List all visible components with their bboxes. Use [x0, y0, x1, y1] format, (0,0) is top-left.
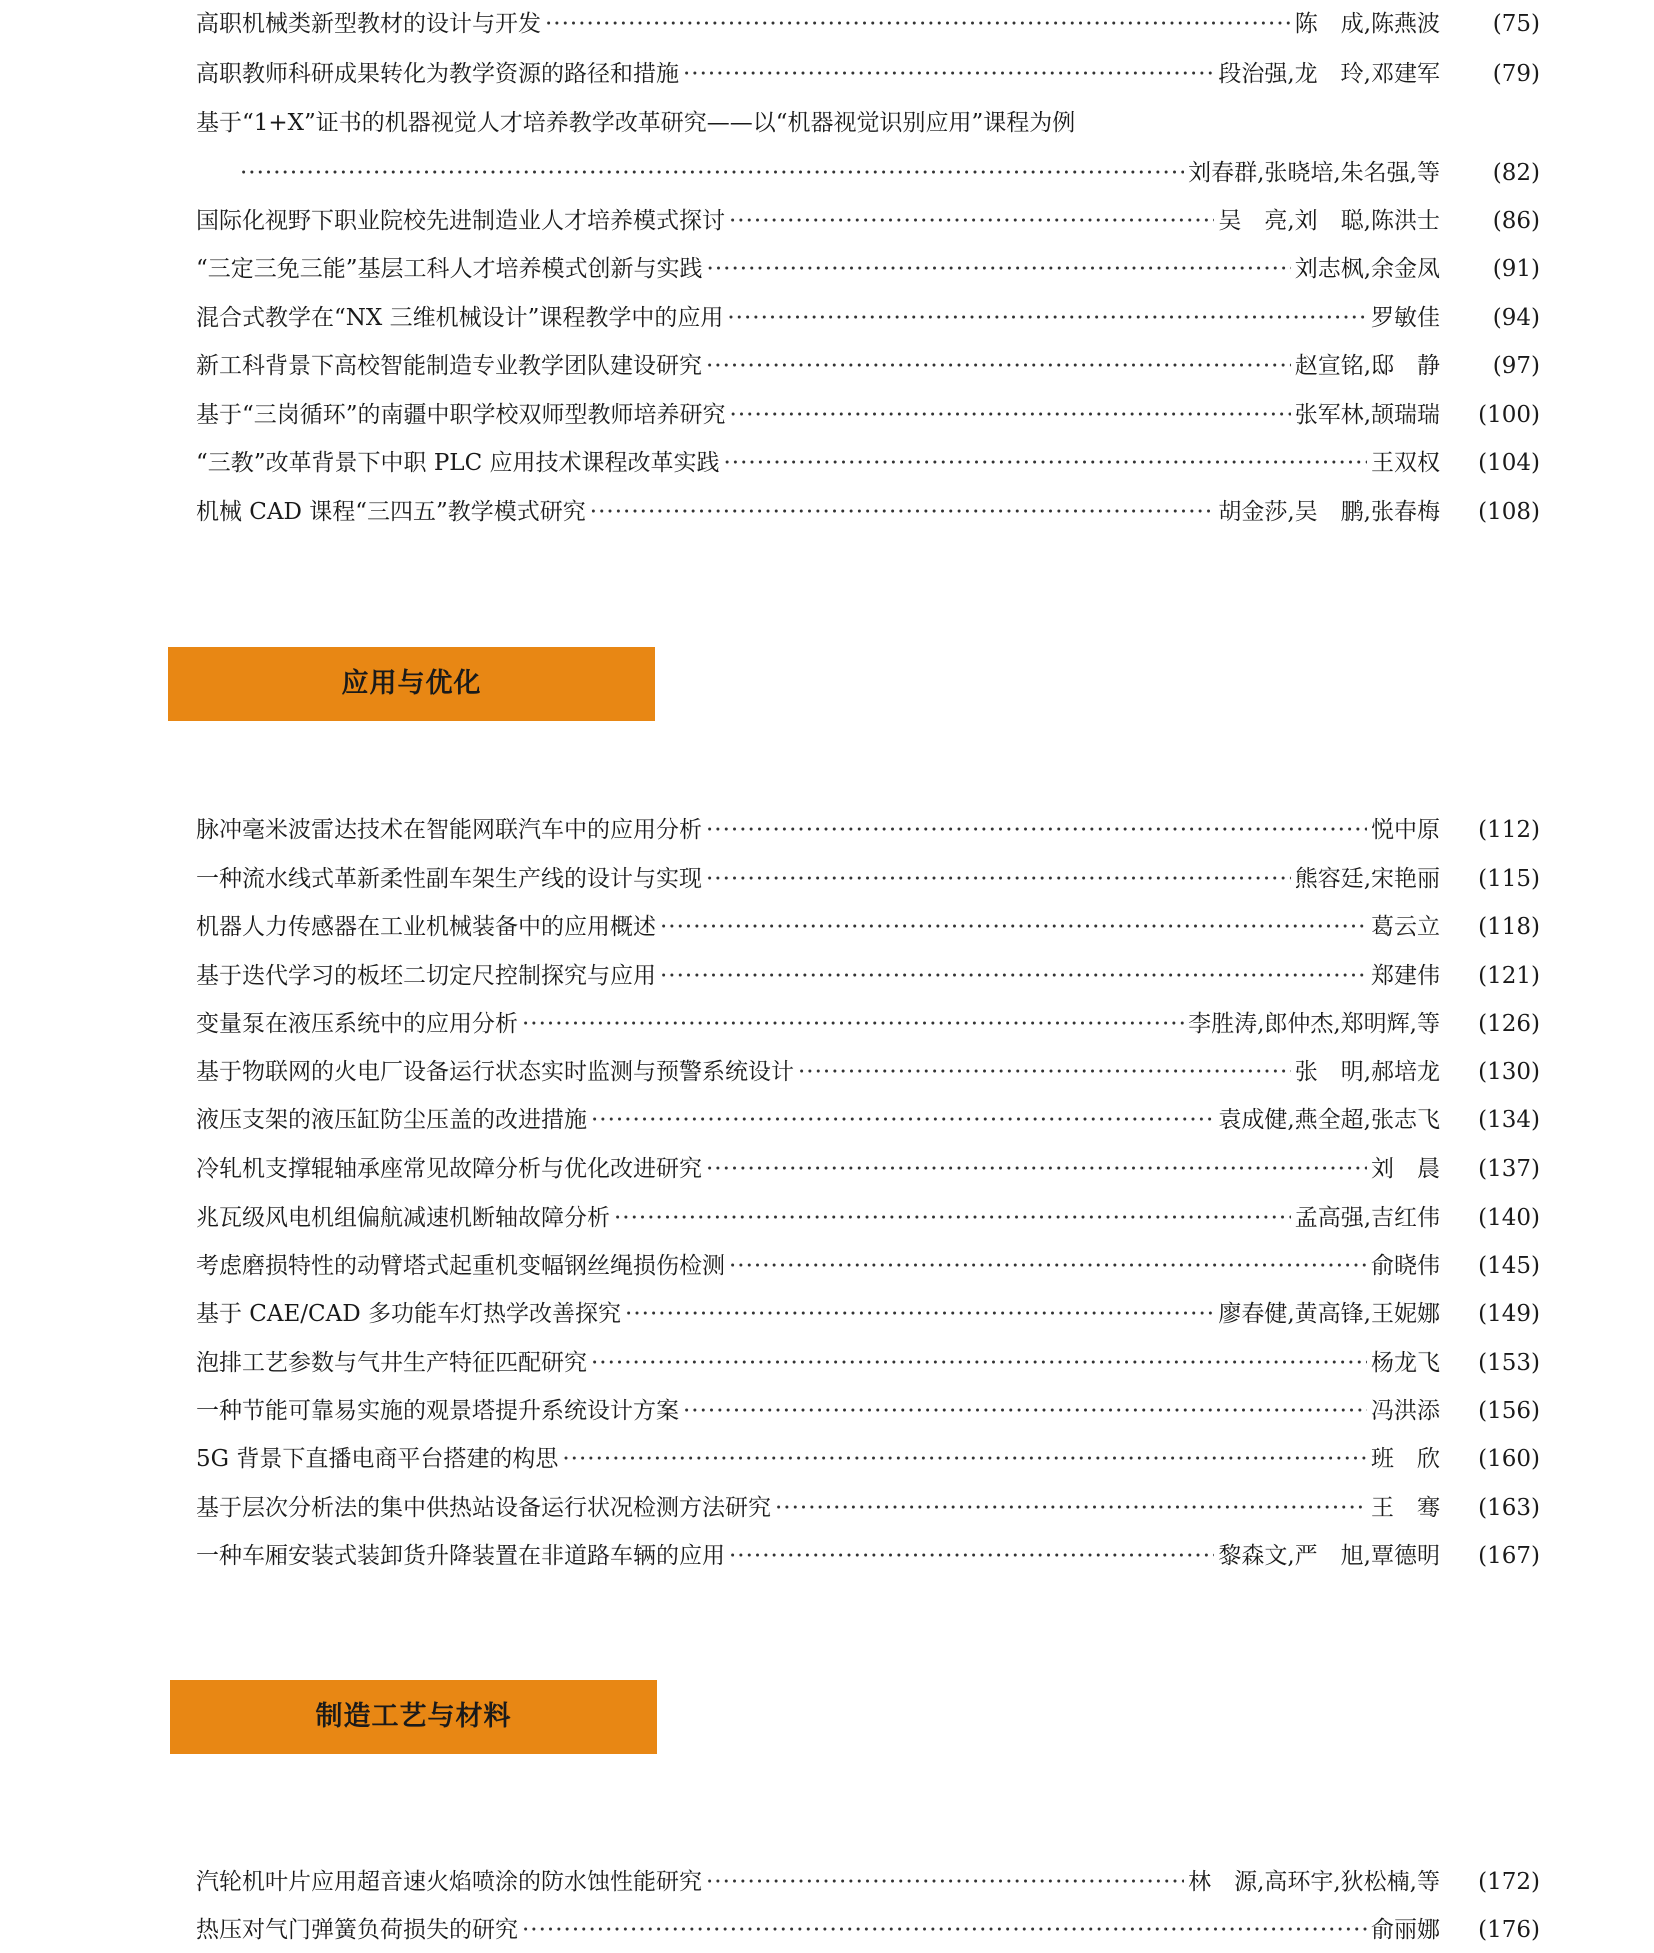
entry-authors: 孟高强,吉红伟 — [1294, 1205, 1440, 1231]
dot-leader — [522, 1002, 1184, 1046]
entry-title: 一种车厢安装式装卸货升降装置在非道路车辆的应用 — [196, 1543, 725, 1569]
dot-leader — [660, 905, 1367, 949]
entry-authors: 悦中原 — [1371, 817, 1440, 843]
entry-page: (118) — [1478, 914, 1540, 940]
entry-authors: 吴 亮,刘 聪,陈洪士 — [1218, 208, 1440, 234]
entry-title: 汽轮机叶片应用超音速火焰喷涂的防水蚀性能研究 — [196, 1869, 702, 1895]
dot-leader — [706, 344, 1291, 388]
toc-entry[interactable] — [196, 393, 1540, 437]
toc-entry-continuation[interactable] — [236, 151, 1540, 195]
entry-page: (112) — [1478, 817, 1540, 843]
toc-entry[interactable] — [196, 1486, 1540, 1530]
entry-authors: 林 源,高环宇,狄松楠,等 — [1188, 1869, 1440, 1895]
dot-leader — [591, 1098, 1214, 1142]
dot-leader — [625, 1292, 1214, 1336]
entry-title: 冷轧机支撑辊轴承座常见故障分析与优化改进研究 — [196, 1156, 702, 1182]
dot-leader — [660, 954, 1367, 998]
dot-leader — [683, 1389, 1367, 1433]
entry-title: 高职教师科研成果转化为教学资源的路径和措施 — [196, 61, 679, 87]
entry-page: (115) — [1478, 866, 1540, 892]
toc-entry[interactable] — [196, 1860, 1540, 1904]
toc-entry[interactable] — [196, 954, 1540, 998]
entry-authors: 罗敏佳 — [1371, 305, 1440, 331]
entry-authors: 郑建伟 — [1371, 963, 1440, 989]
dot-leader — [545, 2, 1291, 46]
entry-title: 国际化视野下职业院校先进制造业人才培养模式探讨 — [196, 208, 725, 234]
entry-page: (163) — [1478, 1495, 1540, 1521]
entry-title: 一种节能可靠易实施的观景塔提升系统设计方案 — [196, 1398, 679, 1424]
entry-authors: 班 欣 — [1371, 1446, 1440, 1472]
toc-entry[interactable] — [196, 1098, 1540, 1142]
toc-entry-title-line[interactable] — [196, 101, 1540, 145]
entry-page: (86) — [1492, 208, 1540, 234]
entry-title: 基于“三岗循环”的南疆中职学校双师型教师培养研究 — [196, 402, 726, 428]
dot-leader — [727, 296, 1367, 340]
entry-page: (100) — [1478, 402, 1540, 428]
dot-leader — [562, 1437, 1367, 1481]
entry-page: (97) — [1492, 353, 1540, 379]
entry-page: (176) — [1478, 1917, 1540, 1943]
entry-title: 机器人力传感器在工业机械装备中的应用概述 — [196, 914, 656, 940]
section-heading-manufacturing-materials: 制造工艺与材料 — [170, 1680, 657, 1754]
entry-page: (94) — [1492, 305, 1540, 331]
dot-leader — [798, 1050, 1291, 1094]
entry-title: 基于 CAE/CAD 多功能车灯热学改善探究 — [196, 1301, 622, 1327]
entry-title: 液压支架的液压缸防尘压盖的改进措施 — [196, 1107, 587, 1133]
entry-authors: 葛云立 — [1371, 914, 1440, 940]
dot-leader — [724, 441, 1368, 485]
entry-page: (126) — [1478, 1011, 1540, 1037]
dot-leader — [706, 857, 1291, 901]
toc-entry[interactable] — [196, 1534, 1540, 1578]
entry-title: “三定三免三能”基层工科人才培养模式创新与实践 — [196, 256, 703, 282]
dot-leader — [522, 1908, 1367, 1952]
entry-title: “三教”改革背景下中职 PLC 应用技术课程改革实践 — [196, 450, 720, 476]
entry-title: 混合式教学在“NX 三维机械设计”课程教学中的应用 — [196, 305, 724, 331]
entry-title: 高职机械类新型教材的设计与开发 — [196, 11, 541, 37]
entry-authors: 张 明,郝培龙 — [1294, 1059, 1440, 1085]
toc-entry[interactable] — [196, 1002, 1540, 1046]
entry-authors: 胡金莎,吴 鹏,张春梅 — [1218, 499, 1440, 525]
toc-entry[interactable] — [196, 247, 1540, 291]
entry-title: 考虑磨损特性的动臂塔式起重机变幅钢丝绳损伤检测 — [196, 1253, 725, 1279]
section-heading-application-optimization: 应用与优化 — [168, 647, 655, 721]
toc-entry[interactable] — [196, 344, 1540, 388]
entry-authors: 段治强,龙 玲,邓建军 — [1218, 61, 1440, 87]
entry-page: (82) — [1492, 160, 1540, 186]
entry-authors: 俞晓伟 — [1371, 1253, 1440, 1279]
dot-leader — [706, 1860, 1184, 1904]
dot-leader — [591, 1341, 1367, 1385]
toc-entry[interactable] — [196, 1341, 1540, 1385]
entry-authors: 袁成健,燕全超,张志飞 — [1218, 1107, 1440, 1133]
toc-entry[interactable] — [196, 1050, 1540, 1094]
dot-leader — [683, 52, 1214, 96]
dot-leader — [590, 490, 1215, 534]
entry-page: (167) — [1478, 1543, 1540, 1569]
dot-leader — [707, 247, 1291, 291]
entry-title: 一种流水线式革新柔性副车架生产线的设计与实现 — [196, 866, 702, 892]
entry-title: 基于迭代学习的板坯二切定尺控制探究与应用 — [196, 963, 656, 989]
toc-entry[interactable] — [196, 490, 1540, 534]
entry-title: 机械 CAD 课程“三四五”教学模式研究 — [196, 499, 586, 525]
entry-title: 基于“1+X”证书的机器视觉人才培养教学改革研究——以“机器视觉识别应用”课程为例 — [196, 110, 1076, 136]
entry-authors: 赵宣铭,邸 静 — [1294, 353, 1440, 379]
entry-title: 兆瓦级风电机组偏航减速机断轴故障分析 — [196, 1205, 610, 1231]
toc-entry[interactable] — [196, 1908, 1540, 1952]
entry-title: 热压对气门弹簧负荷损失的研究 — [196, 1917, 518, 1943]
toc-entry[interactable] — [196, 1437, 1540, 1481]
entry-title: 5G 背景下直播电商平台搭建的构思 — [196, 1446, 559, 1472]
toc-entry[interactable] — [196, 1292, 1540, 1336]
dot-leader — [729, 199, 1214, 243]
toc-entry[interactable] — [196, 857, 1540, 901]
entry-page: (160) — [1478, 1446, 1540, 1472]
entry-page: (75) — [1492, 11, 1540, 37]
toc-entry[interactable] — [196, 808, 1540, 852]
dot-leader — [729, 1534, 1214, 1578]
entry-page: (149) — [1478, 1301, 1540, 1327]
entry-page: (156) — [1478, 1398, 1540, 1424]
entry-page: (91) — [1492, 256, 1540, 282]
toc-entry[interactable] — [196, 1147, 1540, 1191]
toc-entry[interactable] — [196, 199, 1540, 243]
entry-page: (140) — [1478, 1205, 1540, 1231]
entry-page: (172) — [1478, 1869, 1540, 1895]
entry-authors: 刘春群,张晓培,朱名强,等 — [1188, 160, 1440, 186]
dot-leader — [729, 1244, 1367, 1288]
toc-entry[interactable] — [196, 296, 1540, 340]
entry-authors: 廖春健,黄高锋,王妮娜 — [1218, 1301, 1440, 1327]
entry-title: 新工科背景下高校智能制造专业教学团队建设研究 — [196, 353, 702, 379]
entry-authors: 李胜涛,郎仲杰,郑明辉,等 — [1188, 1011, 1440, 1037]
entry-title: 基于物联网的火电厂设备运行状态实时监测与预警系统设计 — [196, 1059, 794, 1085]
entry-authors: 黎森文,严 旭,覃德明 — [1218, 1543, 1440, 1569]
dot-leader — [775, 1486, 1367, 1530]
entry-page: (134) — [1478, 1107, 1540, 1133]
toc-entry[interactable] — [196, 1196, 1540, 1240]
entry-authors: 陈 成,陈燕波 — [1294, 11, 1440, 37]
entry-authors: 王 骞 — [1371, 1495, 1440, 1521]
entry-title: 脉冲毫米波雷达技术在智能网联汽车中的应用分析 — [196, 817, 702, 843]
entry-authors: 刘志枫,余金凤 — [1294, 256, 1440, 282]
entry-page: (137) — [1478, 1156, 1540, 1182]
entry-page: (153) — [1478, 1350, 1540, 1376]
entry-authors: 俞丽娜 — [1371, 1917, 1440, 1943]
toc-entry[interactable] — [196, 52, 1540, 96]
toc-entry[interactable] — [196, 905, 1540, 949]
entry-page: (108) — [1478, 499, 1540, 525]
entry-page: (104) — [1478, 450, 1540, 476]
entry-page: (121) — [1478, 963, 1540, 989]
entry-title: 泡排工艺参数与气井生产特征匹配研究 — [196, 1350, 587, 1376]
entry-authors: 刘 晨 — [1371, 1156, 1440, 1182]
entry-page: (145) — [1478, 1253, 1540, 1279]
entry-authors: 熊容廷,宋艳丽 — [1294, 866, 1440, 892]
entry-page: (130) — [1478, 1059, 1540, 1085]
entry-title: 变量泵在液压系统中的应用分析 — [196, 1011, 518, 1037]
entry-page: (79) — [1492, 61, 1540, 87]
toc-entry[interactable] — [196, 441, 1540, 485]
entry-authors: 杨龙飞 — [1371, 1350, 1440, 1376]
entry-authors: 张军林,颉瑞瑞 — [1294, 402, 1440, 428]
dot-leader — [706, 808, 1367, 852]
toc-entry[interactable] — [196, 1244, 1540, 1288]
entry-title: 基于层次分析法的集中供热站设备运行状况检测方法研究 — [196, 1495, 771, 1521]
toc-entry[interactable] — [196, 1389, 1540, 1433]
toc-entry[interactable] — [196, 2, 1540, 46]
entry-authors: 王双权 — [1371, 450, 1440, 476]
dot-leader — [240, 151, 1184, 195]
dot-leader — [730, 393, 1291, 437]
entry-authors: 冯洪添 — [1371, 1398, 1440, 1424]
dot-leader — [614, 1196, 1291, 1240]
dot-leader — [706, 1147, 1367, 1191]
